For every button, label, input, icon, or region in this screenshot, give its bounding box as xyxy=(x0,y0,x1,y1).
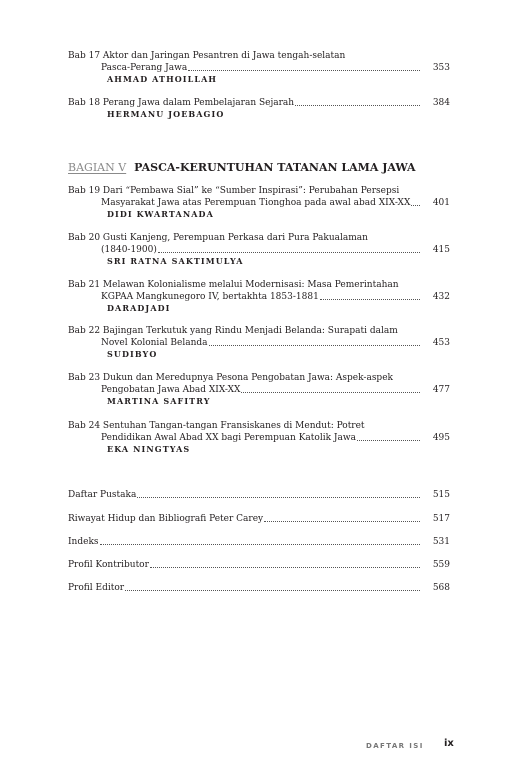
leader-dots xyxy=(158,252,420,253)
toc-entry-bab-18 xyxy=(68,97,450,120)
entry-author: MARTINA SAFITRY xyxy=(107,396,211,406)
toc-entry-profil-kontributor xyxy=(68,559,450,571)
leader-dots xyxy=(188,70,420,71)
toc-entry-bab-24 xyxy=(68,420,450,455)
leader-dots xyxy=(295,105,420,106)
entry-title-line: Pasca-Perang Jawa xyxy=(101,63,188,73)
entry-title-line: Pengobatan Jawa Abad XIX-XX xyxy=(101,385,241,395)
entry-author: DIDI KWARTANADA xyxy=(107,209,214,219)
entry-page-number: 401 xyxy=(432,198,450,208)
entry-title-line: Profil Kontributor xyxy=(68,560,149,570)
entry-title-line: Bab 22 Bajingan Terkutuk yang Rindu Menjadi Belanda: Surapati dalam xyxy=(68,326,398,336)
entry-page-number: 517 xyxy=(432,514,450,524)
entry-title-line: Novel Kolonial Belanda xyxy=(101,338,208,348)
toc-entry-bab-22 xyxy=(68,325,450,360)
leader-dots xyxy=(357,440,420,441)
leader-dots xyxy=(125,590,420,591)
leader-dots xyxy=(264,521,420,522)
entry-title-line: Riwayat Hidup dan Bibliografi Peter Carey xyxy=(68,514,264,524)
entry-author: SRI RATNA SAKTIMULYA xyxy=(107,256,244,266)
entry-author: AHMAD ATHOILLAH xyxy=(107,74,218,84)
leader-dots xyxy=(241,392,420,393)
toc-entry-profil-editor xyxy=(68,582,450,594)
entry-title-line: Bab 18 Perang Jawa dalam Pembelajaran Sejarah xyxy=(68,98,295,108)
entry-title-line: Daftar Pustaka xyxy=(68,490,137,500)
toc-entry-bab-20 xyxy=(68,232,450,267)
entry-title-line: Indeks xyxy=(68,537,99,547)
toc-entry-bab-23 xyxy=(68,372,450,407)
leader-dots xyxy=(150,567,420,568)
page-number: ix xyxy=(444,738,454,749)
section-heading xyxy=(68,161,450,175)
entry-title-line: Pendidikan Awal Abad XX bagi Perempuan Katolik Jawa xyxy=(101,433,356,443)
entry-page-number: 353 xyxy=(432,63,450,73)
entry-title-line: Bab 21 Melawan Kolonialisme melalui Modernisasi: Masa Pemerintahan xyxy=(68,280,399,290)
entry-title-line: Bab 23 Dukun dan Meredupnya Pesona Pengobatan Jawa: Aspek-aspek xyxy=(68,373,393,383)
toc-entry-daftar-pustaka xyxy=(68,489,450,501)
leader-dots xyxy=(209,345,420,346)
leader-dots xyxy=(137,497,420,498)
leader-dots xyxy=(411,205,420,206)
entry-author: EKA NINGTYAS xyxy=(107,444,191,454)
entry-title-line: Bab 24 Sentuhan Tangan-tangan Fransiskanes di Mendut: Potret xyxy=(68,421,365,431)
entry-title-line: Bab 19 Dari “Pembawa Sial” ke “Sumber Inspirasi”: Perubahan Persepsi xyxy=(68,186,400,196)
leader-dots xyxy=(100,544,420,545)
toc-entry-bab-21 xyxy=(68,279,450,314)
entry-page-number: 477 xyxy=(432,385,450,395)
entry-page-number: 515 xyxy=(432,490,450,500)
toc-entry-indeks xyxy=(68,536,450,548)
entry-page-number: 568 xyxy=(432,583,450,593)
entry-page-number: 415 xyxy=(432,245,450,255)
entry-page-number: 559 xyxy=(432,560,450,570)
entry-title-line: Profil Editor xyxy=(68,583,125,593)
entry-title-line: Masyarakat Jawa atas Perempuan Tionghoa pada awal abad XIX-XX xyxy=(101,198,411,208)
entry-title-line: KGPAA Mangkunegoro IV, bertakhta 1853-1881 xyxy=(101,292,319,302)
entry-page-number: 495 xyxy=(432,433,450,443)
toc-entry-bab-17 xyxy=(68,50,450,85)
entry-title-line: Bab 20 Gusti Kanjeng, Perempuan Perkasa dari Pura Pakualaman xyxy=(68,233,368,243)
entry-author: SUDIBYO xyxy=(107,349,158,359)
entry-author: DARADJADI xyxy=(107,303,171,313)
entry-page-number: 384 xyxy=(432,98,450,108)
section-label: BAGIAN V xyxy=(68,161,127,174)
leader-dots xyxy=(320,299,420,300)
entry-title-line: Bab 17 Aktor dan Jaringan Pesantren di Jawa tengah-selatan xyxy=(68,51,346,61)
entry-page-number: 432 xyxy=(432,292,450,302)
toc-entry-riwayat-hidup xyxy=(68,513,450,525)
running-footer-label: DAFTAR ISI xyxy=(366,742,424,750)
toc-entry-bab-19 xyxy=(68,185,450,220)
section-title: PASCA-KERUNTUHAN TATANAN LAMA JAWA xyxy=(134,161,416,174)
entry-title-line: (1840-1900) xyxy=(101,245,157,255)
entry-page-number: 531 xyxy=(432,537,450,547)
entry-author: HERMANU JOEBAGIO xyxy=(107,109,225,119)
entry-page-number: 453 xyxy=(432,338,450,348)
